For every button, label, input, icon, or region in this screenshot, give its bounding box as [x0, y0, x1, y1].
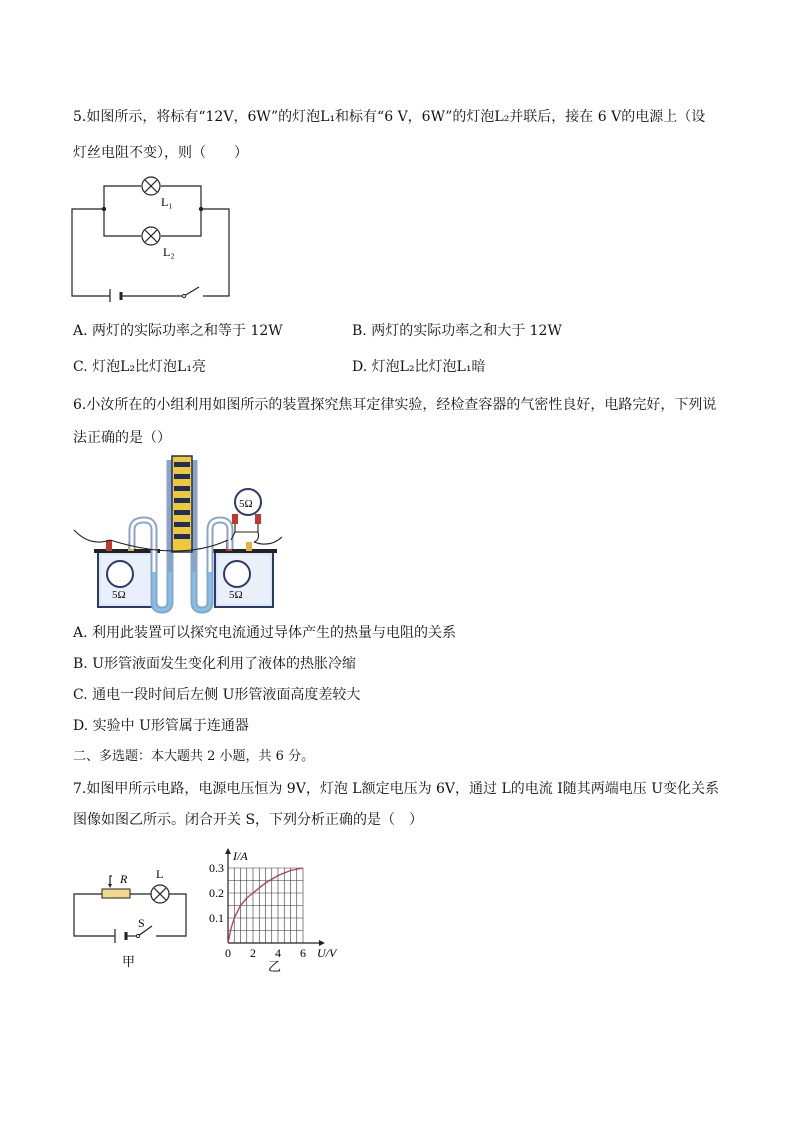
q6-stem-line2: 法正确的是（）	[73, 430, 171, 446]
label-s: S	[138, 916, 145, 930]
q7-stem-line1: 7.如图甲所示电路，电源电压恒为 9V，灯泡 L额定电压为 6V，通过 L的电流 I随其两端电压 U变化关系	[73, 781, 720, 797]
q5-option-d: D. 灯泡L₂比灯泡L₁暗	[352, 359, 486, 375]
label-r: R	[120, 872, 128, 886]
y-tick-label: 0.3	[209, 861, 224, 875]
y-tick-label: 0.1	[209, 911, 224, 925]
label-l1: L₁	[161, 195, 173, 209]
q7-circuit-figure	[68, 860, 198, 970]
q5-option-c: C. 灯泡L₂比灯泡L₁亮	[73, 359, 206, 375]
q7-iu-chart	[200, 842, 348, 974]
y-axis-arrow	[225, 848, 231, 854]
caption-yi: 乙	[268, 959, 282, 974]
terminal-icon	[246, 542, 252, 551]
r-top-label: 5Ω	[239, 498, 253, 510]
q5-stem-line2: 灯丝电阻不变），则（ ）	[73, 145, 248, 161]
lamp-icon-l	[151, 885, 169, 903]
x-tick-label: 0	[225, 946, 231, 960]
y-tick-label: 0.2	[209, 886, 224, 900]
x-tick-label: 6	[300, 946, 306, 960]
label-l2: L₂	[163, 245, 175, 259]
terminal-icon	[106, 540, 112, 551]
q5-circuit-figure	[66, 172, 244, 302]
lamp-icon-l1	[142, 177, 160, 195]
caption-jia: 甲	[122, 954, 136, 969]
q5-option-b: B. 两灯的实际功率之和大于 12W	[352, 323, 562, 339]
q6-stem-line1: 6.小汝所在的小组利用如图所示的装置探究焦耳定律实验，经检查容器的气密性良好，电路完好，下列说	[73, 397, 717, 413]
q6-option-d: D. 实验中 U形管属于连通器	[73, 718, 249, 734]
q5-stem-line1: 5.如图所示，将标有“12V，6W”的灯泡L₁和标有“6 V，6W”的灯泡L₂并联后，接在 6 V的电源上（设	[73, 109, 706, 125]
label-l: L	[156, 867, 164, 881]
q6-joule-apparatus-figure	[70, 452, 302, 614]
q6-option-c: C. 通电一段时间后左侧 U形管液面高度差较大	[73, 687, 361, 703]
x-tick-label: 4	[275, 946, 281, 960]
lamp-icon-l2	[142, 227, 160, 245]
x-tick-label: 2	[250, 946, 256, 960]
r-right-label: 5Ω	[229, 589, 243, 601]
q7-stem-line2: 图像如图乙所示。闭合开关 S，下列分析正确的是（ ）	[73, 812, 424, 828]
section2-heading: 二、多选题：本大题共 2 小题，共 6 分。	[73, 749, 315, 764]
y-axis-label: I/A	[233, 849, 248, 863]
q5-option-a: A. 两灯的实际功率之和等于 12W	[73, 323, 283, 339]
r-left-label: 5Ω	[112, 589, 126, 601]
q6-option-a: A. 利用此装置可以探究电流通过导体产生的热量与电阻的关系	[73, 625, 457, 641]
x-axis-label: U/V	[317, 946, 337, 960]
q6-option-b: B. U形管液面发生变化利用了液体的热胀冷缩	[73, 656, 356, 672]
